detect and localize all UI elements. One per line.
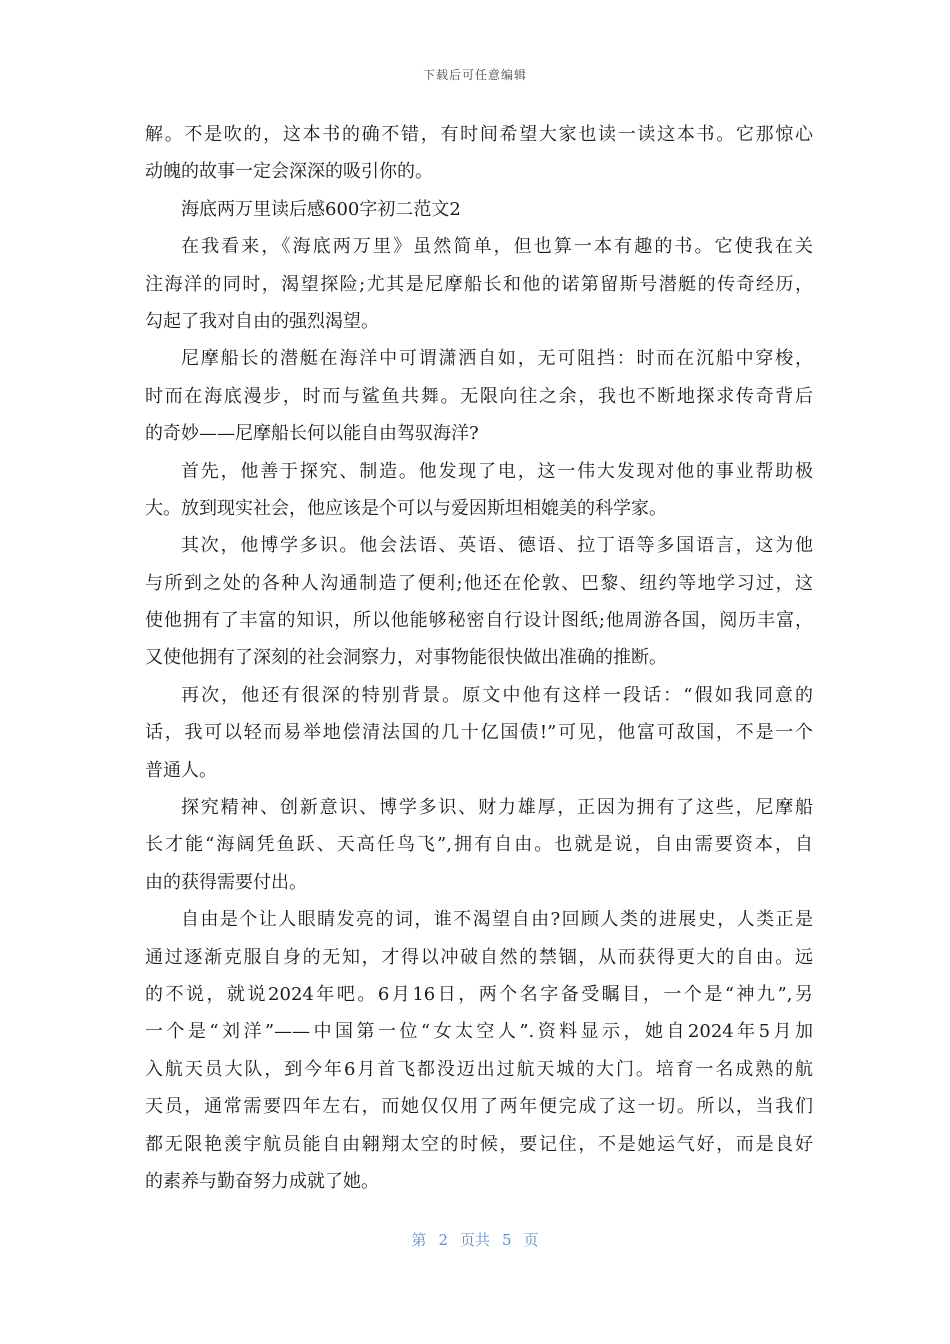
paragraph (145, 340, 813, 452)
text-line: 与所到之处的各种人沟通制造了便利;他还在伦敦、巴黎、纽约等地学习过，这 (145, 572, 813, 594)
text-line: 天员，通常需要四年左右，而她仅仅用了两年便完成了这一切。所以，当我们 (145, 1096, 813, 1118)
text-line: 动魄的故事一定会深深的吸引你的。 (145, 161, 433, 183)
paragraph (145, 116, 813, 191)
text-line: 首先，他善于探究、制造。他发现了电，这一伟大发现对他的事业帮助极 (181, 460, 813, 482)
text-line: 入航天员大队，到今年6月首飞都没迈出过航天城的大门。培育一名成熟的航 (145, 1058, 813, 1080)
text-line: 又使他拥有了深刻的社会洞察力，对事物能很快做出准确的推断。 (145, 647, 667, 669)
paragraph (145, 228, 813, 340)
paragraph (145, 901, 813, 1200)
footer-prefix: 第 (411, 1231, 427, 1249)
text-line: 解。不是吹的，这本书的确不错，有时间希望大家也读一读这本书。它那惊心 (145, 124, 813, 145)
footer-total-pages: 5 (502, 1231, 512, 1249)
text-line: 由的获得需要付出。 (145, 871, 307, 893)
text-line: 海底两万里读后感600字初二范文2 (181, 198, 461, 220)
document-body (145, 116, 813, 1200)
text-line: 的奇妙——尼摩船长何以能自由驾驭海洋? (145, 423, 479, 445)
text-line: 话，我可以轻而易举地偿清法国的几十亿国债!”可见，他富可敌国，不是一个 (145, 722, 813, 744)
footer-suffix: 页 (523, 1231, 539, 1249)
paragraph (145, 527, 813, 677)
text-line: 其次，他博学多识。他会法语、英语、德语、拉丁语等多国语言，这为他 (181, 535, 813, 557)
text-line: 在我看来，《海底两万里》虽然简单，但也算一本有趣的书。它使我在关 (181, 236, 813, 258)
text-line: 自由是个让人眼睛发亮的词，谁不渴望自由?回顾人类的进展史，人类正是 (181, 909, 813, 931)
paragraph (145, 453, 813, 528)
paragraph (145, 677, 813, 789)
text-line: 一个是“刘洋”——中国第一位“女太空人”.资料显示，她自2024年5月加 (145, 1021, 813, 1043)
text-line: 使他拥有了丰富的知识，所以他能够秘密自行设计图纸;他周游各国，阅历丰富， (145, 610, 813, 632)
text-line: 时而在海底漫步，时而与鲨鱼共舞。无限向往之余，我也不断地探求传奇背后 (145, 385, 813, 407)
text-line: 大。放到现实社会，他应该是个可以与爱因斯坦相媲美的科学家。 (145, 497, 667, 519)
paragraph (145, 789, 813, 901)
text-line: 再次，他还有很深的特别背景。原文中他有这样一段话：“假如我同意的 (181, 684, 813, 706)
page-footer (0, 1229, 950, 1250)
text-line: 注海洋的同时，渴望探险;尤其是尼摩船长和他的诺第留斯号潜艇的传奇经历， (145, 273, 813, 295)
text-line: 通过逐渐克服自身的无知，才得以冲破自然的禁锢，从而获得更大的自由。远 (145, 946, 813, 968)
text-line: 长才能“海阔凭鱼跃、天高任鸟飞”,拥有自由。也就是说，自由需要资本，自 (145, 834, 813, 856)
text-line: 都无限艳羡宇航员能自由翱翔太空的时候，要记住，不是她运气好，而是良好 (145, 1133, 813, 1155)
footer-current-page: 2 (438, 1231, 448, 1249)
page-header: 下载后可任意编辑 (422, 68, 527, 82)
footer-middle: 页共 (459, 1231, 490, 1249)
text-line: 尼摩船长的潜艇在海洋中可谓潇洒自如，无可阻挡：时而在沉船中穿梭， (181, 348, 813, 370)
text-line: 普通人。 (145, 759, 217, 781)
text-line: 勾起了我对自由的强烈渴望。 (145, 310, 379, 332)
text-line: 探究精神、创新意识、博学多识、财力雄厚，正因为拥有了这些，尼摩船 (181, 797, 813, 819)
section-heading (145, 191, 813, 228)
text-line: 的素养与勤奋努力成就了她。 (145, 1170, 379, 1192)
text-line: 的不说，就说2024年吧。6月16日，两个名字备受瞩目，一个是“神九”,另 (145, 983, 813, 1005)
